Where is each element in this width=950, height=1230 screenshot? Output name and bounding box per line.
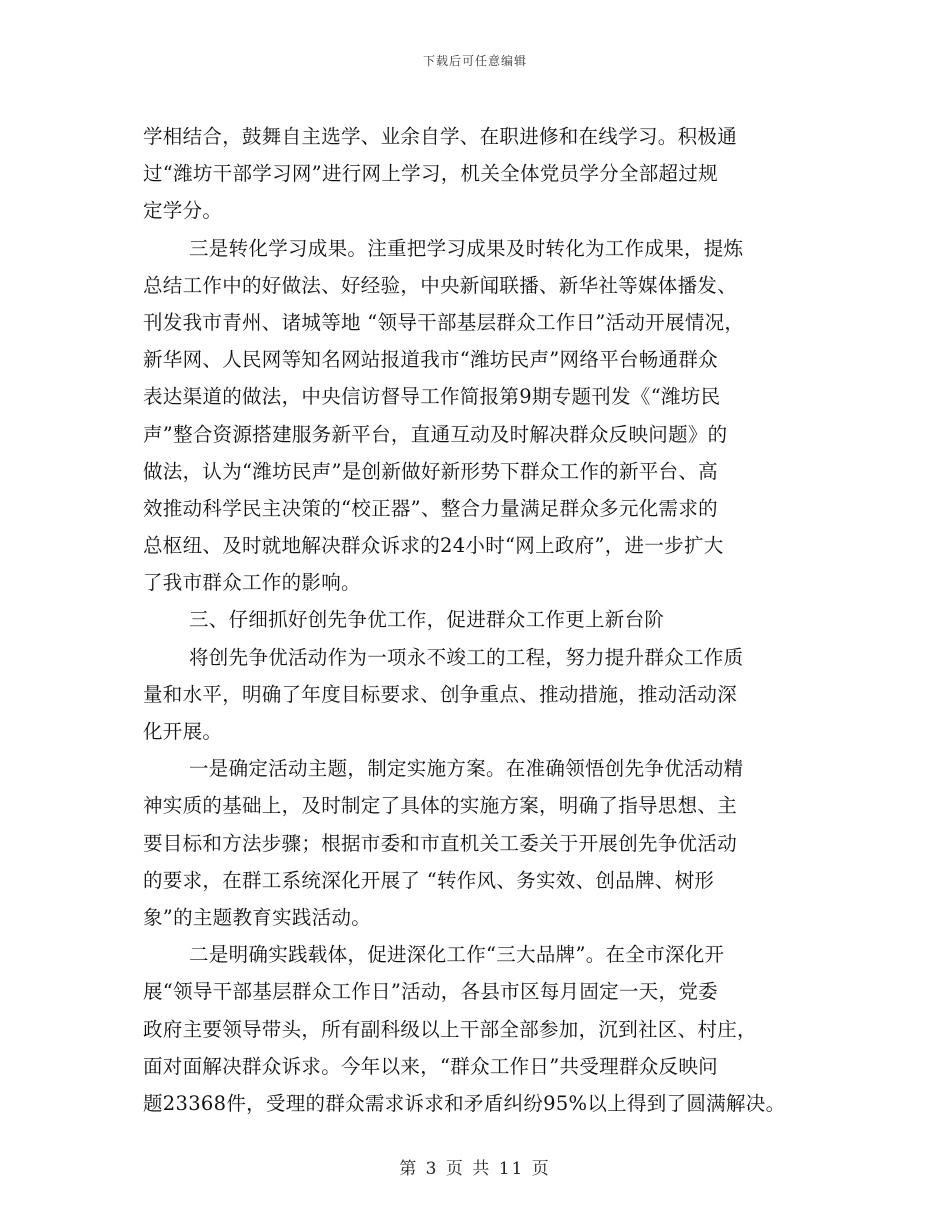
text-line: 总结工作中的好做法、好经验，中央新闻联播、新华社等媒体播发、: [143, 273, 738, 297]
text-line: 新华网、人民网等知名网站报道我市“潍坊民声”网络平台畅通群众: [143, 348, 718, 372]
text-line: 象”的主题教育实践活动。: [143, 905, 372, 929]
text-line: 总枢纽、及时就地解决群众诉求的24小时“网上政府”，进一步扩大: [143, 534, 724, 558]
page-header: 下载后可任意编辑: [422, 54, 527, 68]
text-line: 学相结合，鼓舞自主选学、业余自学、在职进修和在线学习。积极通: [143, 125, 738, 148]
text-line: 量和水平，明确了年度目标要求、创争重点、推动措施，推动活动深: [143, 682, 738, 706]
text-line: 将创先争优活动作为一项永不竣工的工程，努力提升群众工作质: [189, 645, 744, 669]
text-line: 声”整合资源搭建服务新平台，直通互动及时解决群众反映问题》的: [143, 422, 728, 446]
text-line: 效推动科学民主决策的“校正器”、整合力量满足群众多元化需求的: [143, 496, 718, 520]
text-line: 二是明确实践载体，促进深化工作“三大品牌”。在全市深化开: [189, 943, 725, 967]
text-line: 面对面解决群众诉求。今年以来，“群众工作日”共受理群众反映问: [143, 1054, 718, 1078]
page-footer: 第 3 页 共 11 页: [399, 1159, 551, 1179]
text-line: 了我市群众工作的影响。: [143, 571, 361, 595]
text-line: 表达渠道的做法，中央信访督导工作简报第9期专题刊发《“潍坊民: [143, 385, 721, 409]
text-line: 神实质的基础上，及时制定了具体的实施方案，明确了指导思想、主: [143, 794, 738, 818]
text-line: 过“潍坊干部学习网”进行网上学习，机关全体党员学分全部超过规: [143, 162, 718, 186]
text-line: 三、仔细抓好创先争优工作，促进群众工作更上新台阶: [189, 608, 665, 632]
text-line: 政府主要领导带头，所有副科级以上干部全部参加，沉到社区、村庄，: [143, 1017, 757, 1041]
text-line: 化开展。: [143, 720, 223, 743]
text-line: 一是确定活动主题，制定实施方案。在准确领悟创先争优活动精: [189, 757, 744, 781]
body-text: [143, 118, 833, 1122]
text-line: 题23368件，受理的群众需求诉求和矛盾纠纷95%以上得到了圆满解决。: [143, 1091, 786, 1115]
text-line: 的要求，在群工系统深化开展了 “转作风、务实效、创品牌、树形: [143, 868, 715, 892]
text-line: 要目标和方法步骤；根据市委和市直机关工委关于开展创先争优活动: [143, 831, 738, 855]
text-line: 三是转化学习成果。注重把学习成果及时转化为工作成果，提炼: [189, 236, 744, 260]
text-line: 做法，认为“潍坊民声”是创新做好新形势下群众工作的新平台、高: [143, 459, 718, 483]
text-line: 刊发我市青州、诸城等地 “领导干部基层群众工作日”活动开展情况，: [143, 310, 745, 334]
text-line: 定学分。: [143, 199, 223, 223]
text-line: 展“领导干部基层群众工作日”活动，各县市区每月固定一天，党委: [143, 980, 718, 1004]
